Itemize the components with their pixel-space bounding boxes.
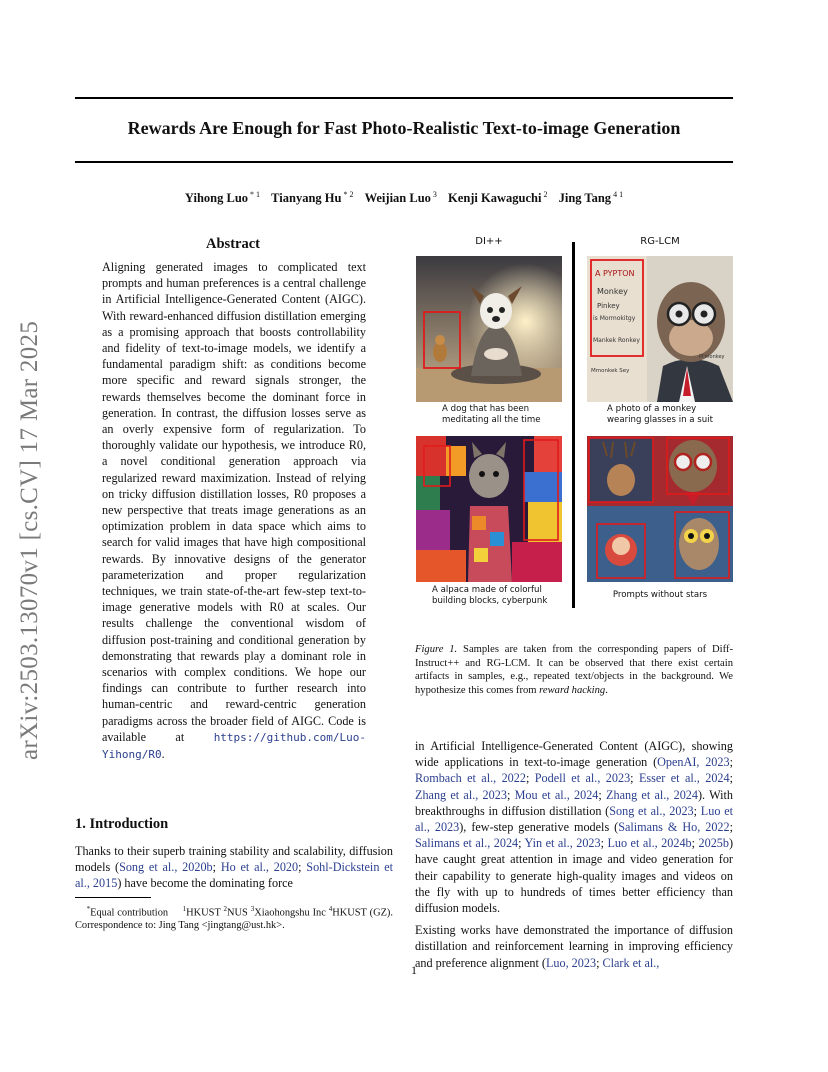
author-name: Jing Tang xyxy=(558,191,612,206)
footnote-affiliation: NUS xyxy=(227,907,248,919)
title-bottom-rule xyxy=(75,161,733,163)
citation-link[interactable]: Song et al., 2020b xyxy=(119,860,213,875)
caption-dog: A dog that has been meditating all the time xyxy=(442,404,541,425)
intro-paragraph xyxy=(75,843,393,892)
abstract-end: . xyxy=(161,747,165,762)
footnote-correspondence: HKUST (GZ). Correspondence to: Jing Tang <jingtang@ust.hk>. xyxy=(75,907,393,932)
citation-link[interactable]: 2025b xyxy=(698,836,729,851)
monkey-illustration xyxy=(587,256,733,402)
figure-caption-emphasis: reward hacking xyxy=(539,684,606,696)
intro-text: ) have become the dominating force xyxy=(117,876,293,891)
footnote-affiliation: HKUST xyxy=(186,907,221,919)
body-text: in Artificial Intelligence-Generated Content (AIGC), showing wide applications in text-to-image generation ( xyxy=(415,739,733,770)
figure-column-label: RG-LCM xyxy=(640,236,680,247)
author-name: Kenji Kawaguchi xyxy=(448,191,542,206)
author xyxy=(185,191,260,205)
citation-link[interactable]: Ho et al., 2020 xyxy=(220,860,299,875)
citation-separator: ; xyxy=(298,860,307,875)
caption-prompts-without-stars: Prompts without stars xyxy=(612,590,708,600)
author-name: Tianyang Hu xyxy=(271,191,342,206)
citation-link[interactable]: Luo et al., 2024b xyxy=(607,836,692,851)
dog-illustration xyxy=(416,256,562,402)
citation-link[interactable]: Yin et al., 2023 xyxy=(524,836,601,851)
paragraph: Existing works have demonstrated the importance of diffusion distillation and reinforcement learning in improving efficiency and preference alignment (Luo, 2023; Clark et al., xyxy=(415,923,733,970)
monkey-sign-text: Mmonkek Sey xyxy=(591,368,630,374)
monkey-sign-text: Pinkey xyxy=(597,302,620,310)
body-text: Existing works have demonstrated the importance of diffusion distillation and reinforcement learning in improving efficiency and preference alignment ( xyxy=(415,923,733,970)
code-link[interactable]: https://github.com/Luo-Yihong/R0 xyxy=(102,730,367,762)
author-name: Weijian Luo xyxy=(364,191,431,206)
citation-link[interactable]: Rombach et al., 2022 xyxy=(415,771,526,786)
arxiv-stamp: arXiv:2503.13070v1 [cs.CV] 17 Mar 2025 xyxy=(16,320,43,760)
caption-monkey: A photo of a monkey wearing glasses in a suit xyxy=(607,404,713,425)
author-affiliation: 2 xyxy=(543,190,548,199)
image-monkey-in-suit xyxy=(587,256,733,402)
footnote: *Equal contribution $^1$HKUST $^2$NUS $^3$Xiaohongshu Inc $^4$HKUST (GZ). Correspondence to: Jing Tang <jingtang@ust.hk>. xyxy=(75,905,393,932)
body-text: ) have caught great attention in image and video generation for their capability to generate high-quality images and videos on the fly with up to hundreds of times better efficiency than diffusion models. xyxy=(415,836,734,916)
alpaca-illustration xyxy=(416,436,562,582)
top-rule xyxy=(75,97,733,99)
image-alpaca-blocks xyxy=(416,436,562,582)
footnote-rule xyxy=(75,897,151,898)
right-column-body xyxy=(415,738,733,977)
abstract-heading: Abstract xyxy=(206,236,260,252)
citation-separator: ; xyxy=(212,860,221,875)
author-name: Yihong Luo xyxy=(184,191,249,206)
author xyxy=(365,191,437,205)
figure-caption-text: Samples are taken from the corresponding papers of Diff-Instruct++ and RG-LCM. It can be observed that there exist certain artifacts in samples, e.g., repeated text/objects in the background. We hypothesize this comes from xyxy=(415,644,733,696)
paper-title: Rewards Are Enough for Fast Photo-Realistic Text-to-image Generation xyxy=(127,118,681,138)
citation-link[interactable]: Sohl-Dickstein et al., 2015 xyxy=(75,860,393,891)
author-affiliation: * 2 xyxy=(343,190,354,199)
monkey-sign-text: Pi'monkey xyxy=(699,354,725,360)
citation-link[interactable]: Zhang et al., 2023 xyxy=(415,787,507,802)
image-christmas-scene xyxy=(587,436,733,582)
abstract-text: Aligning generated images to complicated text prompts and human preferences is a central challenge in Artificial Intelligence-Generated Content (AIGC). With reward-enhanced diffusion distillation emerging as a promising approach that boosts controllability and fidelity of text-to-image models, we identify a fundamental paradigm shift: as conditions become more specific and reward signals stronger, the rewards themselves become the dominant force in generation. In contrast, the diffusion losses serve as an overly expensive form of regularization. To thoroughly validate our hypothesis, we introduce R0, a novel conditional generation approach via regularized reward maximization. Instead of relying on tricky diffusion distillation losses, R0 proposes a new perspective that treats image generations as an optimization problem in data space which aims to search for valid images that have high compositional rewards. By innovative designs of the generator parameterization and proper regularization techniques, we train state-of-the-art few-step text-to-image generative models with R0 at scales. Our results challenge the conventional wisdom of diffusion post-training and conditional generation by demonstrating that rewards play a dominant role in scenarios with complex conditions. We hope our findings can contribute to further research into human-centric and reward-centric generation paradigms across the broader field of AIGC. Code is available at xyxy=(102,260,366,744)
citation-link[interactable]: Song et al., 2023 xyxy=(609,803,694,818)
monkey-sign-text: Monkey xyxy=(597,287,628,296)
author xyxy=(271,191,353,205)
citation-link[interactable]: Salimans et al., 2024 xyxy=(415,836,519,851)
image-meditating-dog xyxy=(416,256,562,402)
citation-link[interactable]: Zhang et al., 2024 xyxy=(606,787,698,802)
monkey-sign-text: A PYPTON xyxy=(595,269,635,278)
citation-link[interactable]: Clark et al., xyxy=(602,955,660,970)
monkey-sign-text: Mankek Ronkey xyxy=(593,337,640,344)
page-number: 1 xyxy=(411,963,417,977)
christmas-illustration xyxy=(587,436,733,582)
author-list xyxy=(75,190,733,206)
author-affiliation: 4 1 xyxy=(613,190,624,199)
citation-link[interactable]: Luo et al., 2023 xyxy=(415,803,733,835)
author xyxy=(559,191,623,205)
caption-alpaca: A alpaca made of colorful building blocks, cyberpunk xyxy=(432,585,548,606)
author-affiliation: * 1 xyxy=(250,190,261,199)
citation-link[interactable]: Mou et al., 2024 xyxy=(514,787,599,802)
author-affiliation: 3 xyxy=(432,190,437,199)
figure-column-label: DI++ xyxy=(475,236,503,247)
citation-link[interactable]: Podell et al., 2023 xyxy=(534,771,631,786)
figure-caption-end: . xyxy=(605,684,608,696)
footnote-equal: Equal contribution xyxy=(90,907,169,919)
body-text: ), few-step generative models ( xyxy=(459,820,619,835)
figure-divider xyxy=(572,242,575,608)
author xyxy=(448,191,547,205)
figure-1 xyxy=(410,236,733,608)
citation-link[interactable]: OpenAI, 2023 xyxy=(657,755,730,770)
monkey-sign-text: is Mormokitgy xyxy=(593,315,636,322)
intro-text: Thanks to their superb training stability and scalability, diffusion models ( xyxy=(75,844,393,875)
body-text: ). With breakthroughs in diffusion distillation ( xyxy=(415,787,733,818)
figure-caption xyxy=(415,643,733,697)
citation-link[interactable]: Esser et al., 2024 xyxy=(638,771,730,786)
section-heading-introduction: 1. Introduction xyxy=(75,816,169,832)
abstract-body xyxy=(102,259,366,763)
citation-link[interactable]: Luo, 2023 xyxy=(545,955,597,970)
figure-label: Figure 1. xyxy=(415,644,458,655)
citation-link[interactable]: Salimans & Ho, 2022 xyxy=(618,820,730,835)
footnote-affiliation: Xiaohongshu Inc xyxy=(254,907,326,919)
paragraph: in Artificial Intelligence-Generated Content (AIGC), showing wide applications in text-to-image generation (OpenAI, 2023; Rombach et al., 2022; Podell et al., 2023; Esser et al., 2024; Zhang et al., 2023; Mou et al., 2024; Zhang et al., 2024). With breakthroughs in diffusion distillation (Song et al., 2023; Luo et al., 2023), few-step generative models (Salimans & Ho, 2022; Salimans et al., 2024; Yin et al., 2023; Luo et al., 2024b; 2025b) have caught great attention in image and video generation for their capability to generate high-quality images and videos on the fly with up to hundreds of times better efficiency than diffusion models. xyxy=(415,739,734,916)
